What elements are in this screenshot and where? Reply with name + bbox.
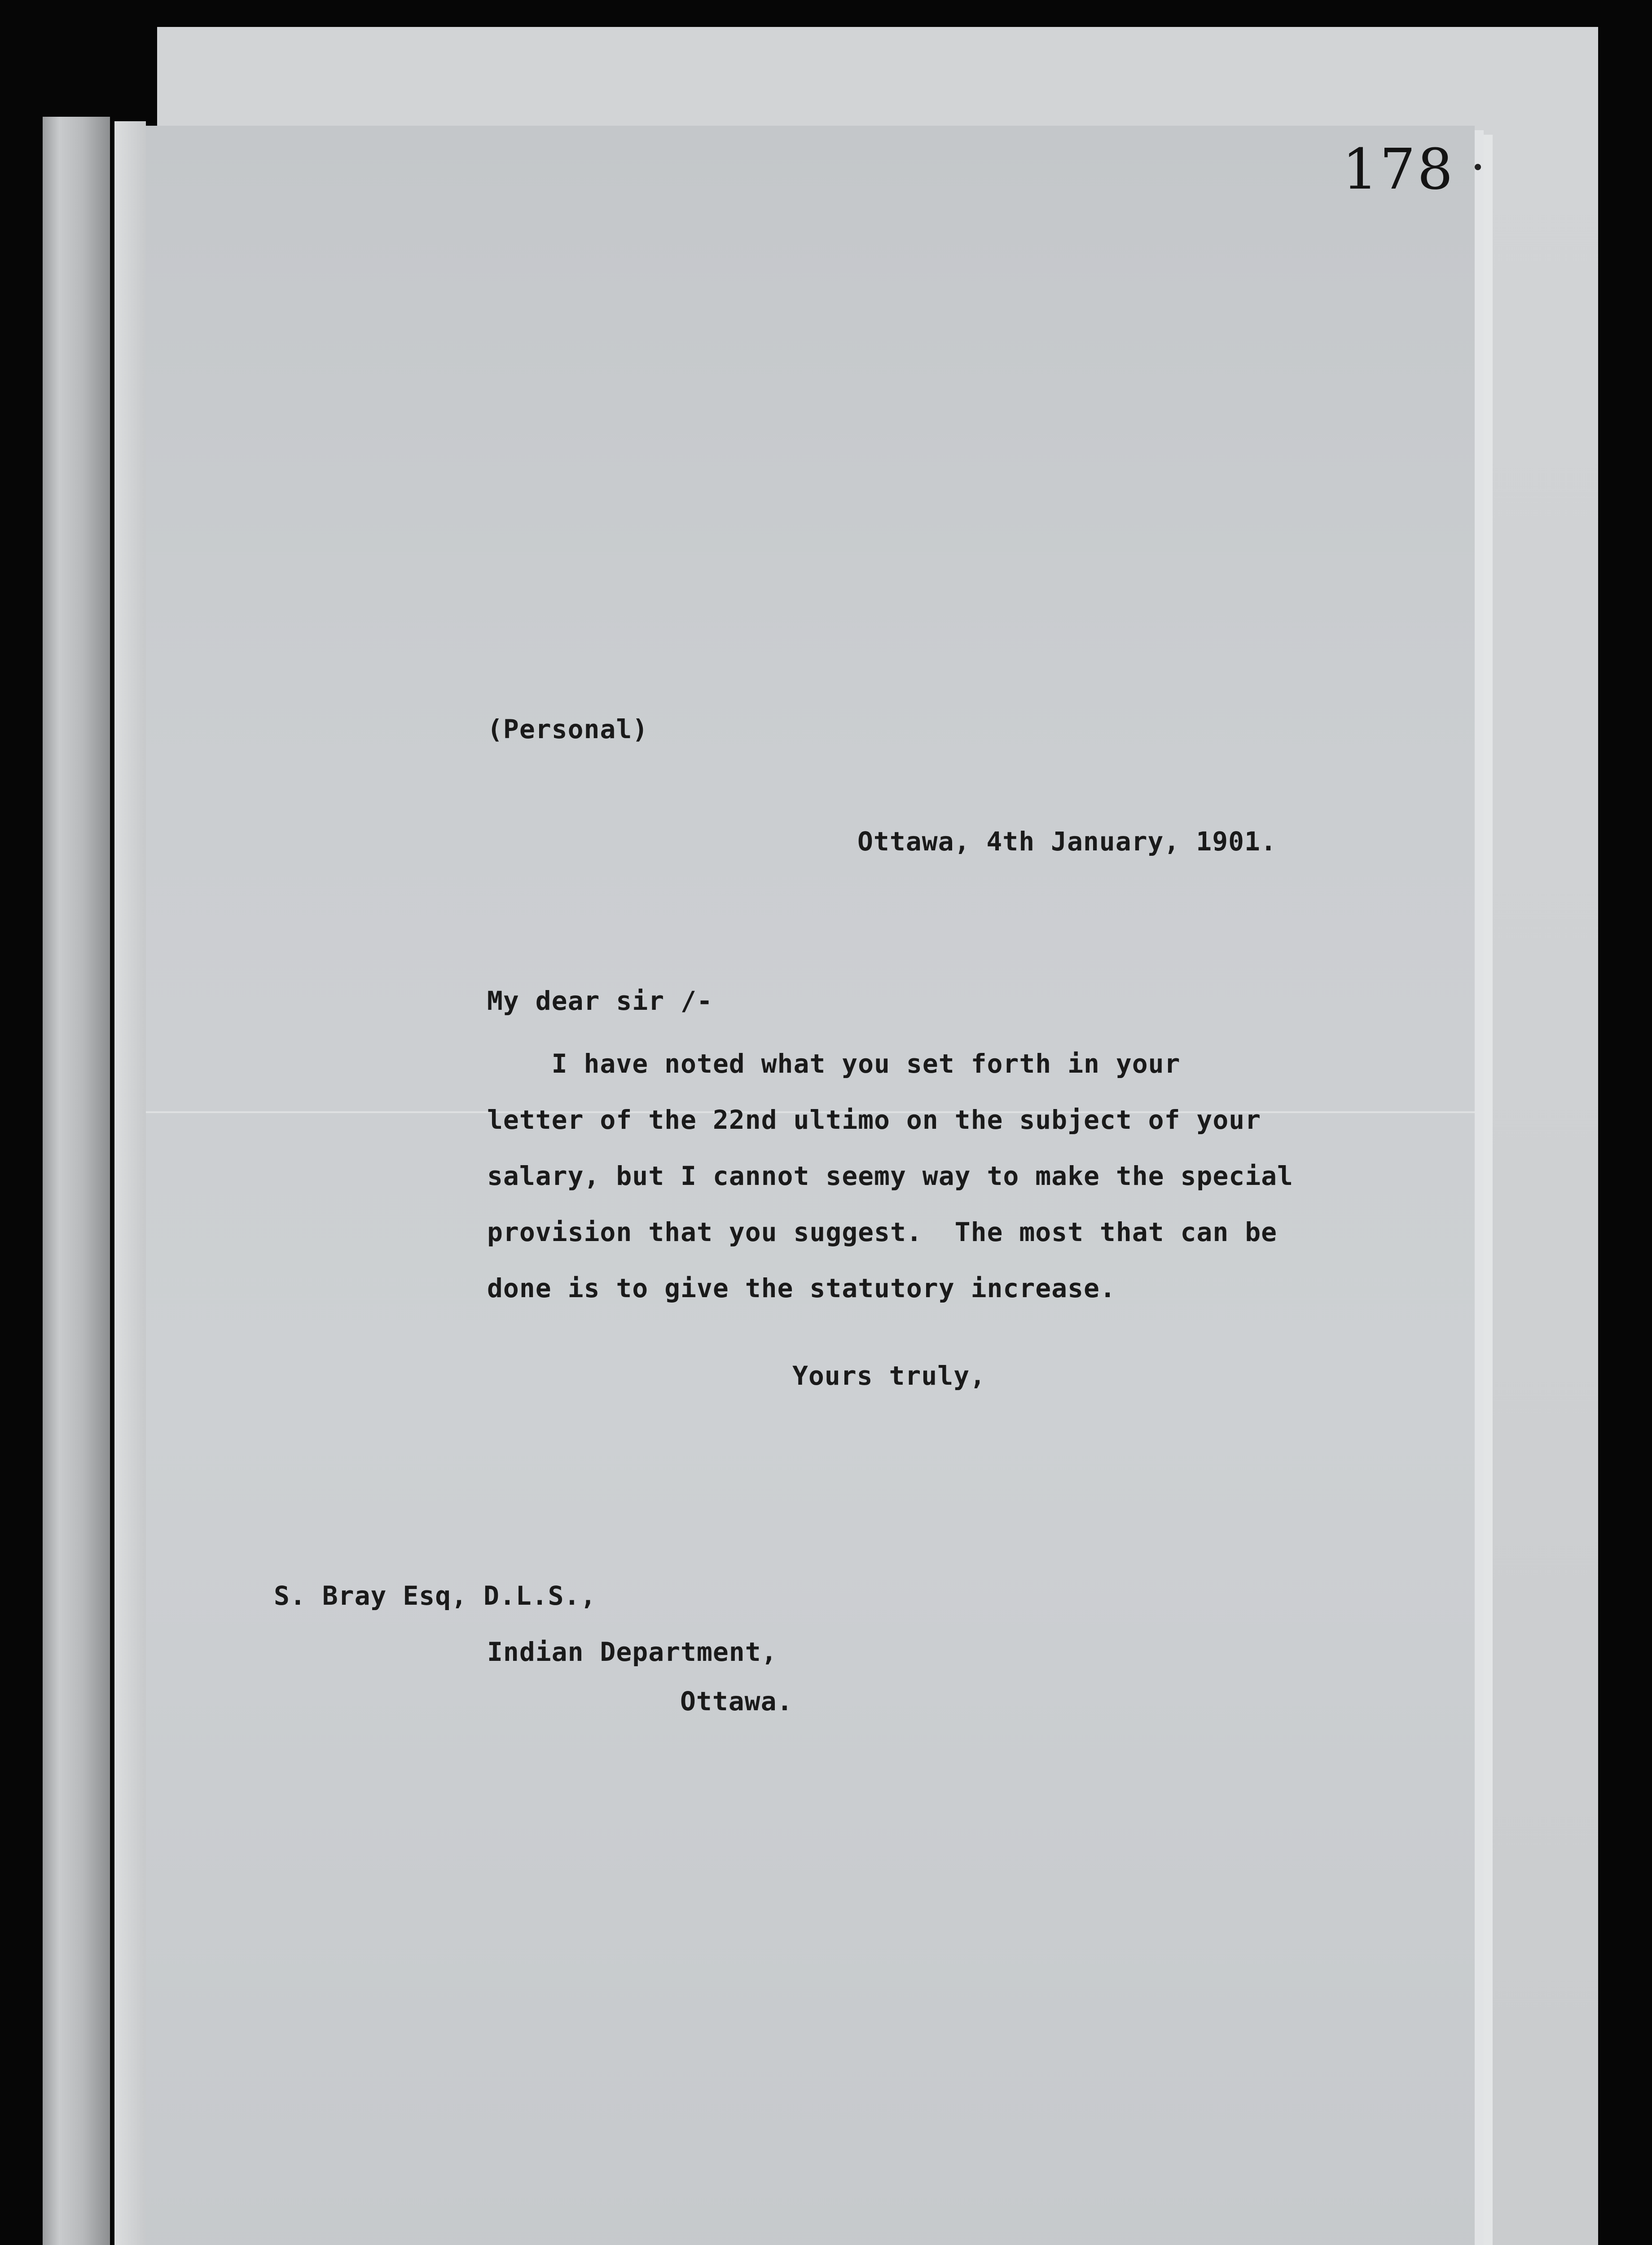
binding-strip [43,117,110,2245]
page-number: 178 [1342,137,1455,202]
addressee-city: Ottawa. [680,1686,793,1717]
body-line: letter of the 22nd ultimo on the subject of your [487,1105,1261,1135]
body-line: I have noted what you set forth in your [487,1048,1181,1079]
binding-edge [114,121,146,2245]
body-line: provision that you suggest. The most that can be [487,1217,1278,1247]
sheet-edge [1475,135,1493,2245]
page-mark [1475,164,1481,170]
dateline: Ottawa, 4th January, 1901. [857,826,1277,857]
body-line: salary, but I cannot seemy way to make the special [487,1161,1293,1191]
addressee-department: Indian Department, [487,1637,778,1667]
addressee-name: S. Bray Esq, D.L.S., [274,1580,597,1611]
salutation: My dear sir /- [487,986,713,1016]
closing: Yours truly, [792,1360,986,1391]
personal-marking: (Personal) [487,714,649,744]
body-line: done is to give the statutory increase. [487,1273,1116,1303]
